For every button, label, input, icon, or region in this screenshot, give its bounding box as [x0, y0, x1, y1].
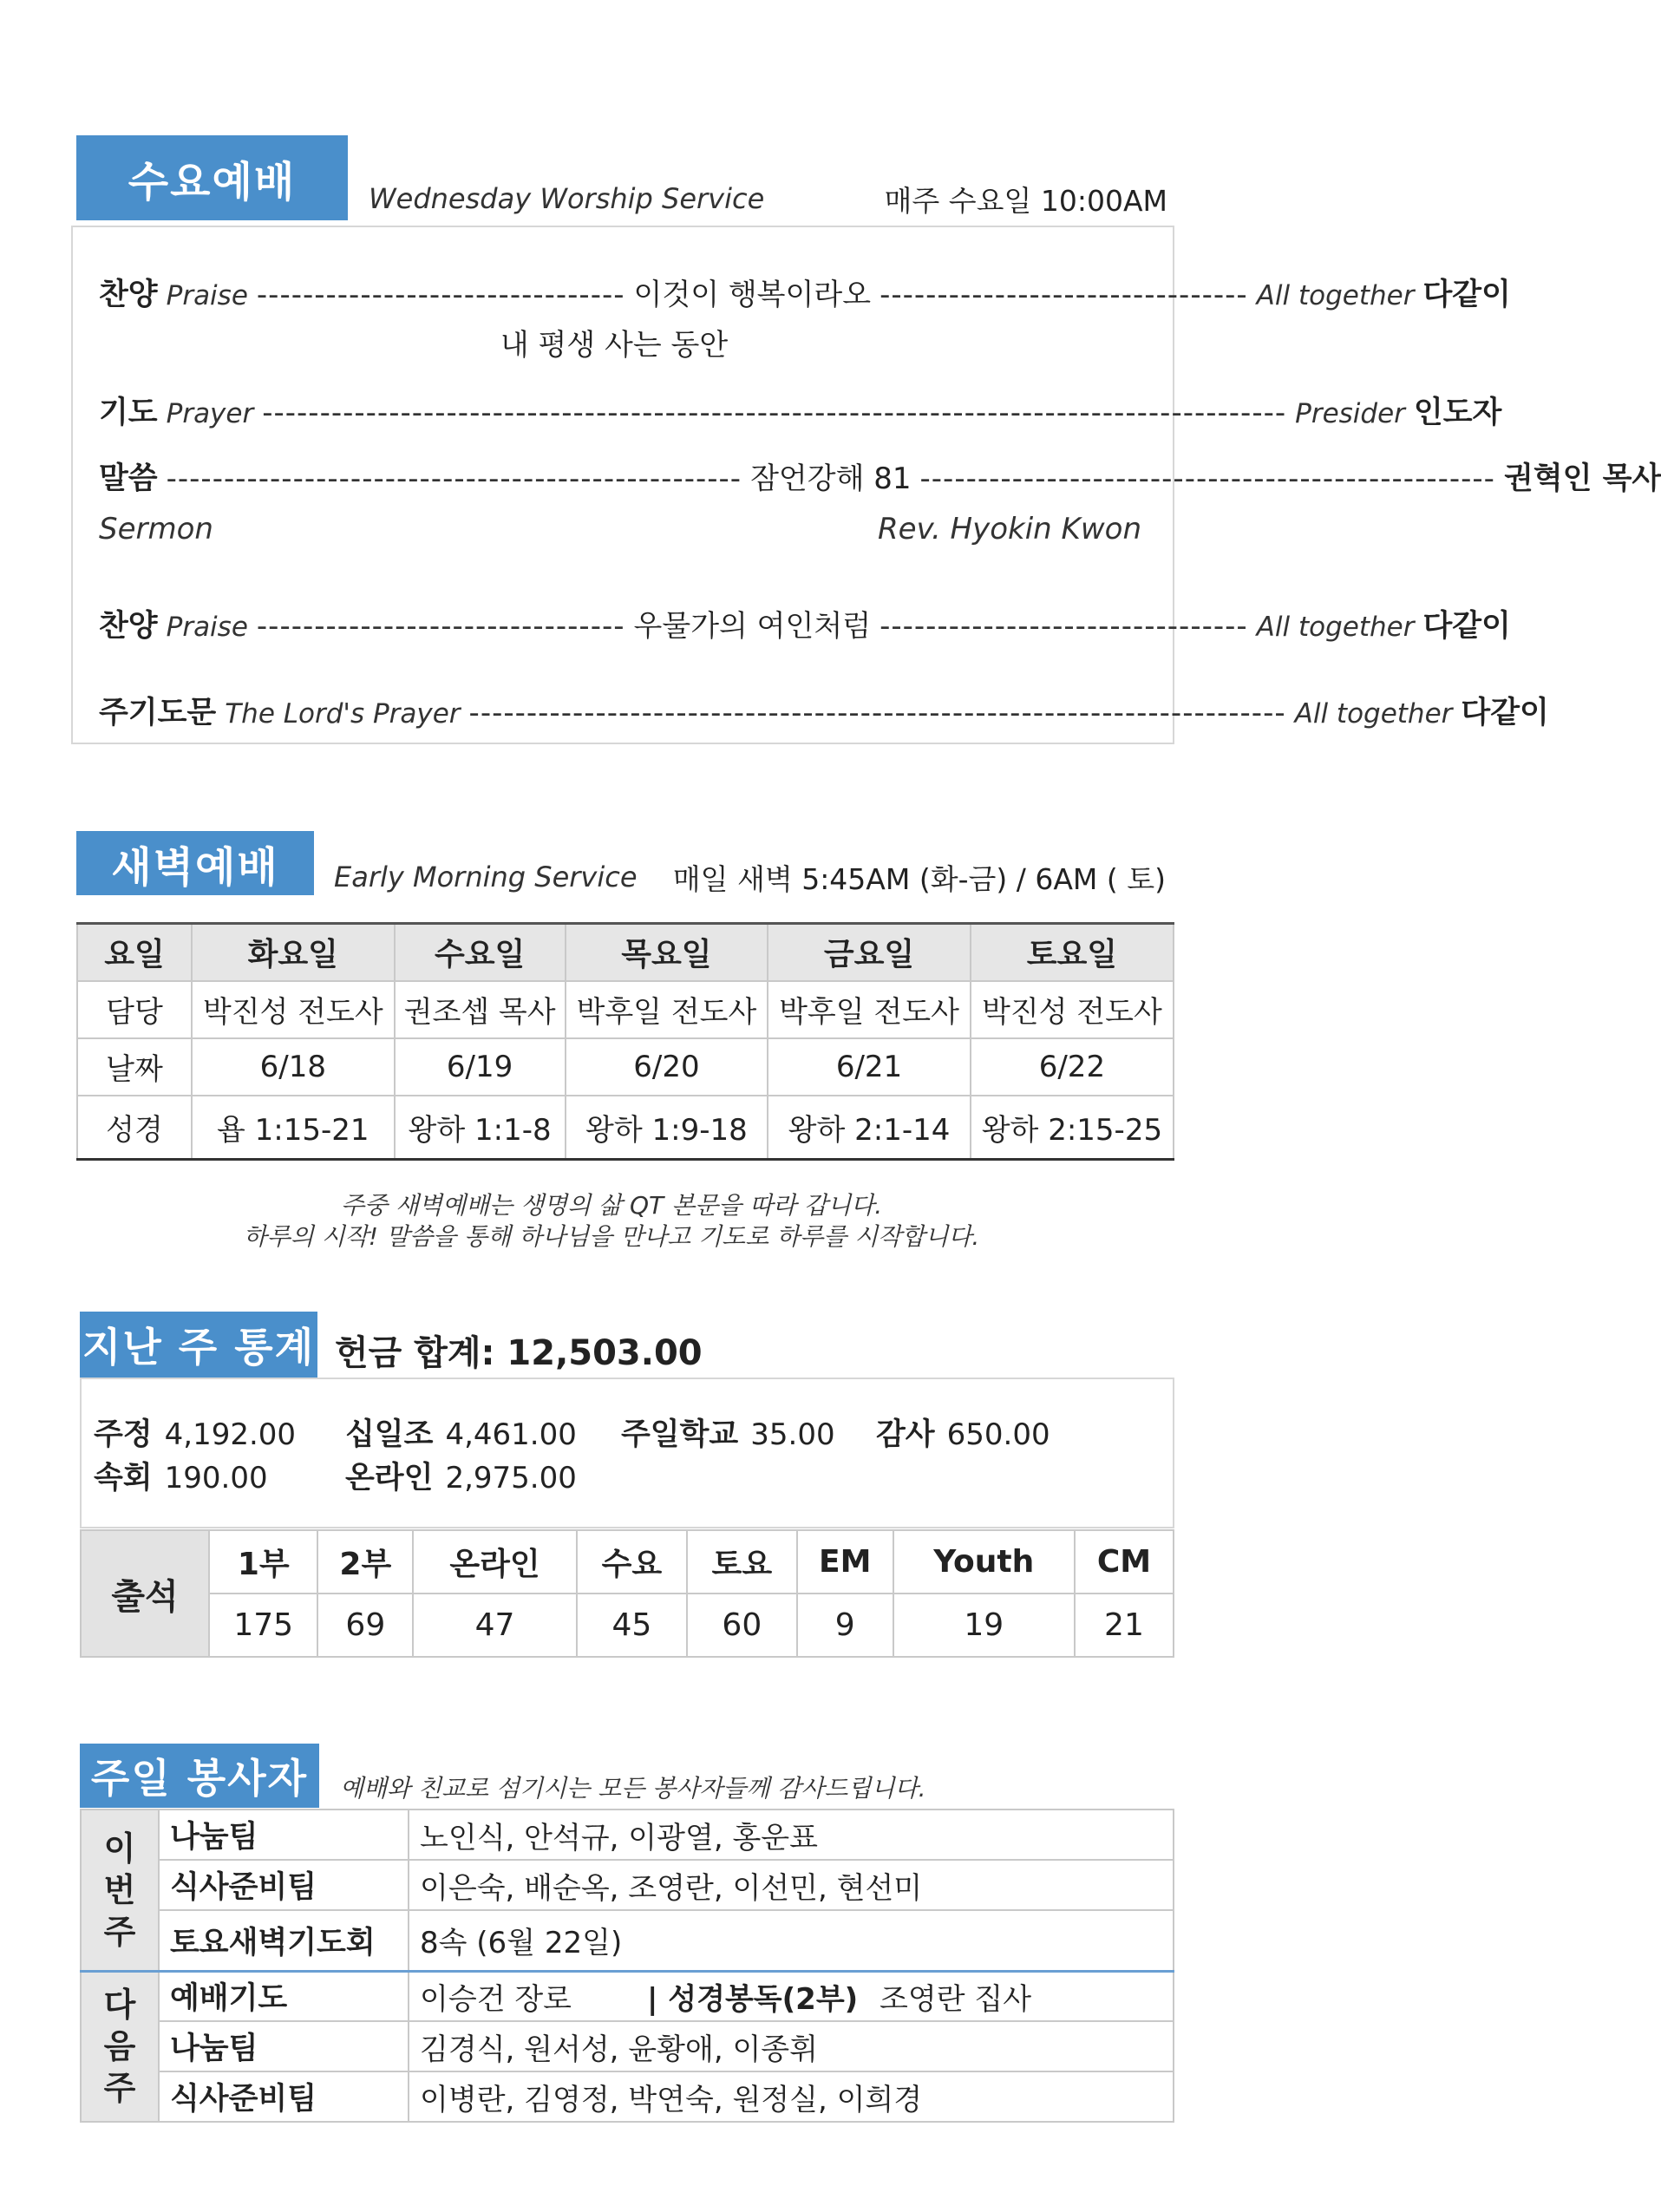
table-header-cell: 수요: [577, 1530, 687, 1594]
table-cell: 권조셉 목사: [395, 981, 566, 1038]
wednesday-time: 매주 수요일 10:00AM: [884, 184, 1167, 218]
order-leader-en: All together: [1256, 280, 1415, 311]
order-preacher-kr: 권혁인 목사: [1503, 461, 1661, 496]
wednesday-tag: 수요예배: [76, 135, 348, 220]
offering-label: 주정: [94, 1417, 153, 1452]
table-row: [81, 1971, 1174, 2021]
table-row: [77, 1038, 1174, 1096]
order-kr: 말씀: [99, 461, 158, 496]
table-header-cell: Youth: [893, 1530, 1075, 1594]
table-cell: 박후일 전도사: [566, 981, 768, 1038]
order-kr: 주기도문: [99, 696, 217, 730]
volunteer-names: 8속 (6월 22일): [409, 1910, 1174, 1971]
table-cell: 담당: [77, 981, 192, 1038]
table-row: [77, 981, 1174, 1038]
table-cell: 6/22: [971, 1038, 1174, 1096]
order-row-praise-1: [99, 271, 1511, 314]
offering-label: 온라인: [345, 1461, 434, 1495]
table-cell: 47: [413, 1594, 577, 1657]
table-row: [81, 1810, 1174, 1860]
table-cell: 왕하 1:1-8: [395, 1096, 566, 1160]
table-header-cell: 토요일: [971, 924, 1174, 981]
table-cell: 박진성 전도사: [192, 981, 395, 1038]
offering-value: 190.00: [164, 1461, 268, 1495]
table-cell: 6/21: [768, 1038, 971, 1096]
order-row-sermon: [99, 455, 1661, 498]
this-week-char: 번: [103, 1870, 136, 1909]
volunteer-role: 식사준비팀: [159, 1860, 409, 1910]
this-week-char: 이: [103, 1829, 136, 1868]
this-week-char: 주: [103, 1912, 136, 1951]
offering-label: 십일조: [345, 1417, 434, 1452]
dash-leader: --------------------------------: [880, 609, 1248, 644]
offering-box: [80, 1378, 1174, 1528]
table-header-cell: 금요일: [768, 924, 971, 981]
early-tag: 새벽예배: [76, 831, 314, 895]
table-row: [77, 924, 1174, 981]
scripture-reading-role: | 성경봉독(2부): [647, 1981, 859, 2017]
offering-item: [345, 1454, 577, 1497]
order-row-praise-1-line2: [56, 321, 1173, 363]
offering-item: [876, 1410, 1050, 1454]
order-leader-kr: 다같이: [1422, 609, 1511, 644]
table-cell: 날짜: [77, 1038, 192, 1096]
order-kr: 찬양: [99, 278, 158, 312]
table-cell: 9: [797, 1594, 893, 1657]
volunteer-names: 노인식, 안석규, 이광열, 홍운표: [409, 1810, 1174, 1860]
volunteer-names: 김경식, 원서성, 윤황애, 이종휘: [409, 2021, 1174, 2071]
table-cell: 욥 1:15-21: [192, 1096, 395, 1160]
order-sermon-en: Sermon: [99, 512, 213, 546]
table-cell: 왕하 2:15-25: [971, 1096, 1174, 1160]
offering-label: 속회: [94, 1461, 153, 1495]
volunteer-role: 나눔팀: [159, 2021, 409, 2071]
volunteers-table: [80, 1809, 1174, 2123]
order-leader-kr: 다같이: [1422, 278, 1511, 312]
offering-value: 650.00: [946, 1417, 1050, 1452]
table-cell: 60: [687, 1594, 797, 1657]
volunteer-role: 토요새벽기도회: [159, 1910, 409, 1971]
table-header-cell: 2부: [317, 1530, 413, 1594]
wednesday-subtitle: Wednesday Worship Service: [369, 182, 765, 215]
table-cell: 45: [577, 1594, 687, 1657]
next-week-char: 다: [103, 1986, 136, 2025]
dash-leader: -----------------------------------------------------------------------------------------: [262, 396, 1287, 430]
this-week-label: [81, 1810, 159, 1971]
table-header-cell: 목요일: [566, 924, 768, 981]
order-en: Praise: [166, 280, 248, 311]
order-sermon-title: 잠언강해 81: [750, 461, 912, 496]
offering-item: [94, 1410, 296, 1454]
order-hymn: 이것이 행복이라오: [633, 278, 872, 312]
order-row-lords-prayer: [99, 689, 1549, 732]
early-note-2: 하루의 시작! 말씀을 통해 하나님을 만나고 기도로 하루를 시작합니다.: [243, 1222, 980, 1251]
order-leader-kr: 인도자: [1413, 396, 1502, 430]
volunteer-names: 이병란, 김영정, 박연숙, 원정실, 이희경: [409, 2071, 1174, 2122]
table-row: [81, 1530, 1174, 1594]
attendance-table: [80, 1529, 1174, 1658]
table-header-cell: 수요일: [395, 924, 566, 981]
offering-value: 2,975.00: [445, 1461, 577, 1495]
scripture-reading-name: 조영란 집사: [880, 1981, 1032, 2017]
dash-leader: --------------------------------: [880, 278, 1248, 312]
next-week-label: [81, 1971, 159, 2122]
order-hymn-second: 내 평생 사는 동안: [500, 328, 729, 363]
offering-total: 헌금 합계: 12,503.00: [335, 1333, 703, 1373]
offering-value: 35.00: [750, 1417, 835, 1452]
order-leader-kr: 다같이: [1461, 696, 1549, 730]
attendance-label: 출석: [81, 1530, 209, 1657]
wednesday-order-box: [71, 226, 1661, 744]
dash-leader: -----------------------------------------------------------------------: [468, 696, 1286, 730]
table-header-cell: 화요일: [192, 924, 395, 981]
table-cell: 21: [1075, 1594, 1174, 1657]
volunteer-names: [409, 1971, 1174, 2021]
order-leader-en: Presider: [1295, 398, 1405, 429]
order-en: The Lord's Prayer: [225, 698, 461, 730]
table-row: [81, 2021, 1174, 2071]
volunteer-role: 식사준비팀: [159, 2071, 409, 2122]
early-subtitle: Early Morning Service: [334, 861, 638, 893]
table-cell: 19: [893, 1594, 1075, 1657]
table-row: [81, 2071, 1174, 2122]
order-preacher-en: Rev. Hyokin Kwon: [878, 512, 1141, 546]
early-time: 매일 새벽 5:45AM (화-금) / 6AM ( 토): [672, 862, 1166, 896]
table-header-cell: 1부: [209, 1530, 317, 1594]
table-cell: 6/19: [395, 1038, 566, 1096]
table-cell: 175: [209, 1594, 317, 1657]
table-row: [81, 1910, 1174, 1971]
table-header-cell: 토요: [687, 1530, 797, 1594]
volunteers-subtitle: 예배와 친교로 섬기시는 모든 봉사자들께 감사드립니다.: [340, 1774, 926, 1803]
volunteer-role: 나눔팀: [159, 1810, 409, 1860]
table-cell: 6/20: [566, 1038, 768, 1096]
order-row-praise-2: [99, 602, 1511, 645]
order-kr: 기도: [99, 396, 158, 430]
order-en: Prayer: [166, 398, 254, 429]
table-header-cell: CM: [1075, 1530, 1174, 1594]
order-kr: 찬양: [99, 609, 158, 644]
order-hymn: 우물가의 여인처럼: [633, 609, 872, 644]
offering-label: 주일학교: [621, 1417, 739, 1452]
table-row: [81, 1860, 1174, 1910]
next-week-char: 음: [103, 2027, 136, 2066]
dash-leader: --------------------------------: [256, 609, 625, 644]
offering-item: [94, 1454, 268, 1497]
order-row-sermon-en: [99, 512, 1141, 546]
early-note-1: 주중 새벽예배는 생명의 삶 QT 본문을 따라 갑니다.: [340, 1191, 883, 1220]
offering-value: 4,192.00: [164, 1417, 297, 1452]
early-schedule-table: [76, 922, 1174, 1161]
volunteer-role: 예배기도: [159, 1971, 409, 2021]
table-cell: 박후일 전도사: [768, 981, 971, 1038]
offering-value: 4,461.00: [445, 1417, 577, 1452]
table-cell: 6/18: [192, 1038, 395, 1096]
offering-item: [621, 1410, 835, 1454]
table-row: [81, 1594, 1174, 1657]
volunteer-name-text: 이승건 장로: [420, 1981, 572, 2017]
offering-item: [345, 1410, 577, 1454]
order-leader-en: All together: [1256, 612, 1415, 643]
table-header-cell: 온라인: [413, 1530, 577, 1594]
table-cell: 69: [317, 1594, 413, 1657]
dash-leader: --------------------------------: [256, 278, 625, 312]
offering-label: 감사: [876, 1417, 935, 1452]
next-week-char: 주: [103, 2069, 136, 2108]
volunteer-names: 이은숙, 배순옥, 조영란, 이선민, 현선미: [409, 1860, 1174, 1910]
stats-tag: 지난 주 통계: [80, 1312, 317, 1378]
table-cell: 왕하 1:9-18: [566, 1096, 768, 1160]
volunteers-tag: 주일 봉사자: [80, 1744, 319, 1808]
table-cell: 성경: [77, 1096, 192, 1160]
dash-leader: --------------------------------------------------: [166, 461, 742, 496]
table-header-cell: 요일: [77, 924, 192, 981]
order-en: Praise: [166, 612, 248, 643]
table-cell: 왕하 2:1-14: [768, 1096, 971, 1160]
order-leader-en: All together: [1294, 698, 1453, 730]
table-cell: 박진성 전도사: [971, 981, 1174, 1038]
order-row-prayer: [99, 389, 1502, 432]
table-header-cell: EM: [797, 1530, 893, 1594]
dash-leader: --------------------------------------------------: [919, 461, 1495, 496]
table-row: [77, 1096, 1174, 1160]
